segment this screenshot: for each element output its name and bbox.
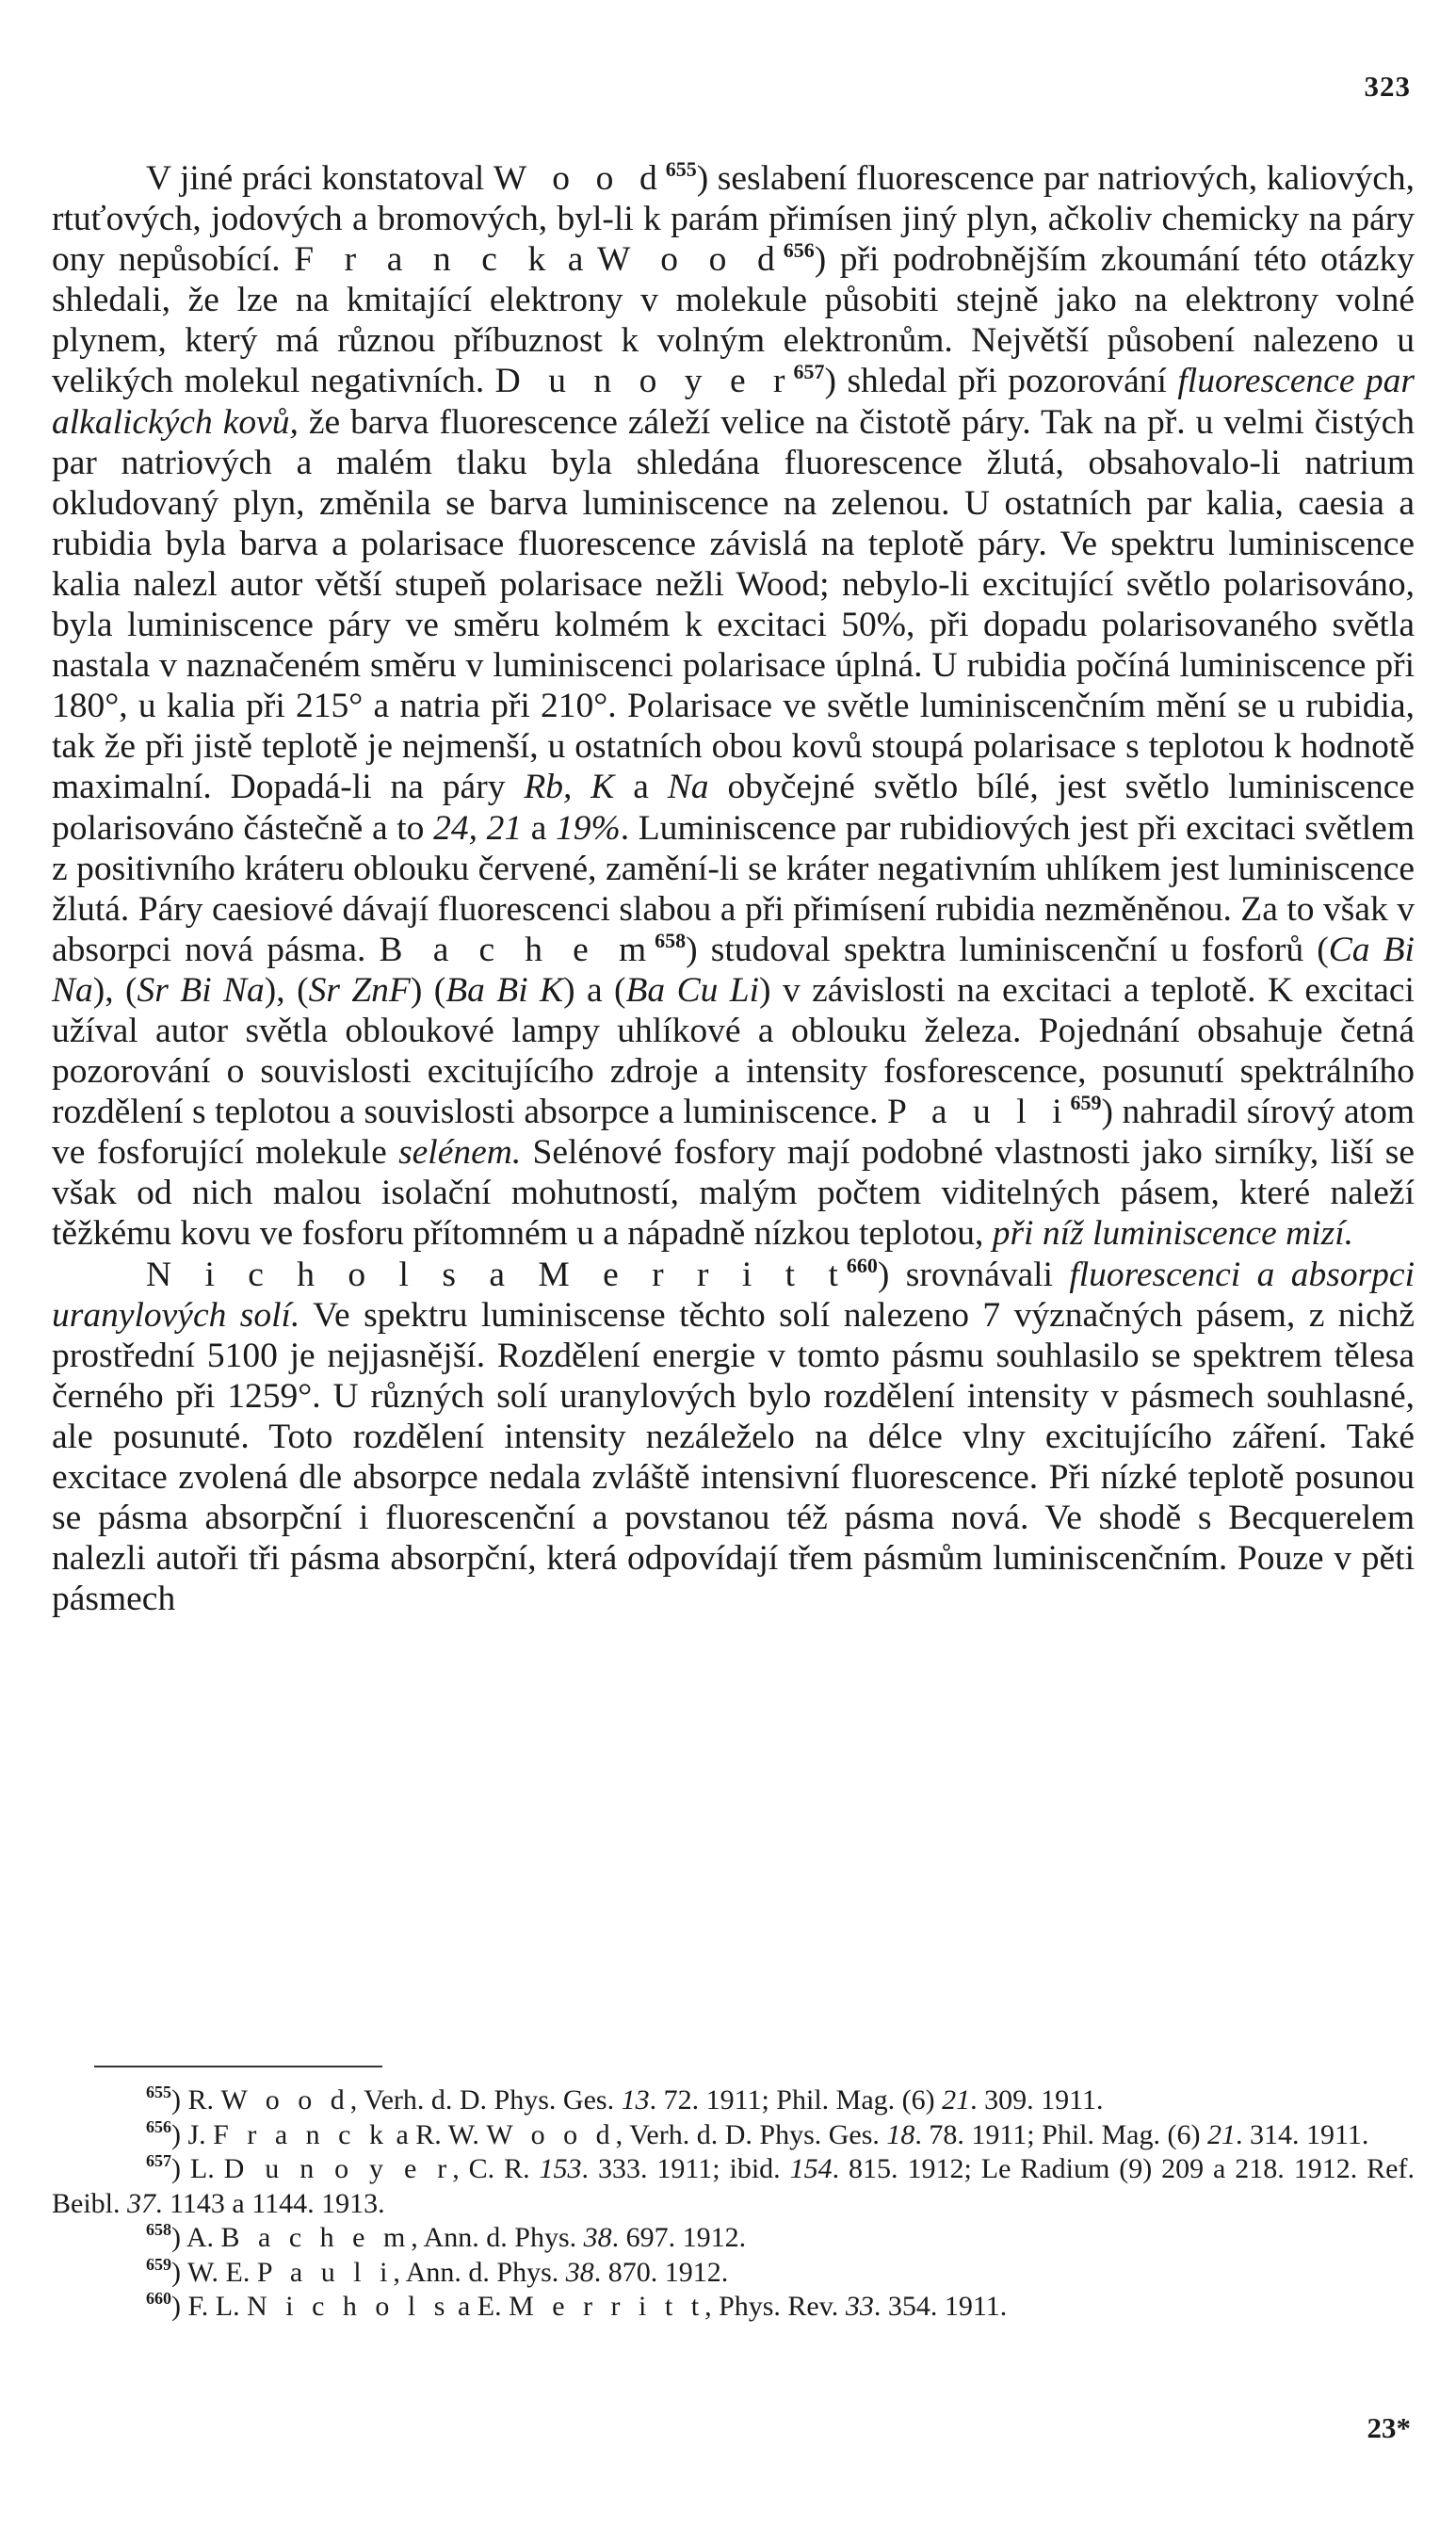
fn-author: P a u l i (256, 2256, 394, 2288)
fn-text: . 333. 1911; ibid. (581, 2153, 790, 2184)
fn-text: , Ann. d. Phys. (411, 2222, 584, 2253)
fn-text: . 78. 1911; Phil. Mag. (6) (914, 2118, 1207, 2150)
footnote-ref: 656 (783, 238, 815, 263)
italic-formula: Ba Bi K (445, 970, 564, 1010)
fn-text: , Ann. d. Phys. (393, 2256, 566, 2288)
fn-volume: 37 (127, 2187, 155, 2219)
italic-number: 19% (556, 808, 621, 848)
fn-author: W o o d (220, 2084, 350, 2116)
text-span: ) nahradil sírový atom ve fosforující molekule (52, 1093, 1415, 1173)
footnote (52, 2152, 1415, 2221)
italic-number: 24, 21 (433, 808, 523, 848)
fn-volume: 21 (942, 2084, 971, 2116)
fn-volume: 153 (539, 2153, 582, 2184)
fn-text: , C. R. (452, 2153, 540, 2184)
paragraph-1 (52, 158, 1415, 1255)
text-span: a (522, 808, 556, 848)
fn-text: , Verh. d. D. Phys. Ges. (615, 2118, 887, 2150)
footnote-ref: 658 (655, 928, 687, 952)
fn-text: ) W. E. (171, 2256, 257, 2288)
footnote-mark: 657 (146, 2151, 171, 2170)
fn-text: . 309. 1911. (970, 2084, 1104, 2116)
text-span: ) v závislosti na excitaci a teplotě. K excitaci užíval autor světla obloukové lampy uhlíkové a oblouku železa. Pojednání obsahuje četná pozorování o souvislosti excitujícího zdroje a intensity fosforescence, posunutí spektrálního rozdělení s teplotou a souvislosti absorpce a luminiscence. (52, 970, 1415, 1132)
fn-volume: 21 (1206, 2118, 1236, 2150)
footnote (52, 2290, 1415, 2325)
text-span: ) a ( (563, 970, 626, 1010)
fn-text: . 354. 1911. (873, 2291, 1008, 2322)
footnote (52, 2256, 1415, 2291)
fn-text: ) J. (171, 2118, 214, 2150)
italic-formula: Ba Cu Li (625, 970, 760, 1010)
fn-text: . 72. 1911; Phil. Mag. (6) (649, 2084, 943, 2116)
fn-text: ) A. (171, 2222, 221, 2253)
text-span: ) studoval spektra luminiscenční u fosforů ( (686, 930, 1329, 969)
italic-formula: Sr ZnF (308, 970, 411, 1010)
author-name: W o o d (493, 159, 666, 198)
text-span: a (614, 768, 668, 807)
fn-text: , Phys. Rev. (704, 2291, 846, 2322)
fn-text: . 870. 1912. (593, 2256, 729, 2288)
italic-topic: fluorescence par alkalických kovů, (52, 362, 1415, 442)
author-name: N i c h o l s a M e r r i t t (146, 1255, 847, 1294)
fn-author: N i c h o l s (247, 2291, 451, 2322)
fn-volume: 18 (886, 2118, 915, 2150)
italic-topic: fluorescenci a absorpci uranylových solí. (52, 1255, 1415, 1335)
footnote-separator (94, 2066, 382, 2067)
text-span: ) seslabení fluorescence par natriových, kaliových, rtuťových, jodových a bromových, byl-li k parám přimísen jiný plyn, ačkoliv chemicky na páry ony nepůsobící. (52, 159, 1416, 280)
fn-text: . 697. 1912. (611, 2222, 747, 2253)
footnotes (52, 2083, 1415, 2325)
text-span: že barva fluorescence záleží velice na čistotě páry. Tak na př. u velmi čistých par natriových a malém tlaku byla shledána fluorescence žlutá, obsahovalo-li natrium okludovaný plyn, změnila se barva luminiscence na zelenou. U ostatních par kalia, caesia a rubidia byla barva a polarisace fluorescence závislá na teplotě páry. Ve spektru luminiscence kalia nalezl autor větší stupeň polarisace nežli Wood; nebylo-li excitující světlo polarisováno, byla luminiscence páry ve směru kolmém k excitaci 50%, při dopadu polarisovaného světla nastala v naznačeném směru v luminiscenci polarisace úplná. U rubidia počíná luminiscence při 180°, u kalia při 215° a natria při 210°. Polarisace ve světle luminiscenčním mění se u rubidia, tak že při jistě teplotě je nejmenší, u ostatních obou kovů stoupá polarisace s teplotou k hodnotě maximalní. Dopadá-li na páry (52, 402, 1415, 807)
fn-author: B a c h e m (220, 2222, 412, 2253)
fn-text: a R. W. (388, 2118, 487, 2150)
text-span: Selénové fosfory mají podobné vlastnosti jako sirníky, liší se však od nich malou isolační mohutností, malým počtem viditelných pásem, které naleží těžkému kovu ve fosforu přítomném u a nápadně nízkou teplotou, (52, 1133, 1415, 1254)
text-span: obyčejné světlo bílé, jest světlo luminiscence polarisováno částečně a to (52, 768, 1416, 848)
italic-topic: selénem. (398, 1133, 522, 1173)
italic-topic: při níž luminiscence mizí. (992, 1214, 1353, 1254)
fn-author: M e r r i t t (509, 2291, 705, 2322)
paragraph-2 (52, 1255, 1415, 1620)
fn-text: ) R. (171, 2084, 221, 2116)
italic-formula: Ca Bi Na (52, 930, 1415, 1010)
fn-volume: 13 (621, 2084, 650, 2116)
author-name: P a u l i (886, 1093, 1071, 1132)
text-span: ) při podrobnějším zkoumání této otázky shledali, že lze na kmitající elektrony v molekule působiti stejně jako na elektrony volné plynem, který má různou příbuznost k volným elektronům. Největší působení nalezeno u velikých molekul negativních. (52, 240, 1415, 401)
fn-text: , Verh. d. D. Phys. Ges. (349, 2084, 622, 2116)
footnote-mark: 659 (146, 2254, 171, 2274)
footnote (52, 2221, 1415, 2256)
footnote-mark: 658 (146, 2220, 171, 2239)
fn-author: D u n o y e r (223, 2153, 453, 2184)
fn-text: a E. (450, 2291, 510, 2322)
italic-symbol: Rb, K (524, 768, 615, 807)
text-span: V jiné práci konstatoval (146, 159, 493, 198)
text-span: ), ( (264, 970, 309, 1010)
body-text (52, 158, 1415, 1619)
text-span: ) shledal při pozorování (824, 362, 1178, 401)
signature-mark: 23* (1367, 2411, 1411, 2444)
fn-text: ) L. (171, 2153, 224, 2184)
fn-text: . 815. 1912; Le Radium (9) 209 a 218. 1912. Ref. Beibl. (52, 2153, 1415, 2219)
footnote-ref: 657 (793, 360, 825, 384)
page-number: 323 (1364, 70, 1411, 103)
footnote-mark: 655 (146, 2083, 171, 2101)
fn-text: . 314. 1911. (1235, 2118, 1369, 2150)
text-span: Ve spektru luminiscense těchto solí nalezeno 7 význačných pásem, z nichž prostřední 5100 je nejjasnější. Rozdělení energie v tomto pásmu souhlasilo se spektrem tělesa černého při 1259°. U různých solí uranylových bylo rozdělení intensity v pásmech souhlasné, ale posunuté. Toto rozdělení intensity nezáleželo na délce vlny excitujícího záření. Také excitace zvolená dle absorpce nedala zvláště intensivní fluorescence. Při nízké teplotě posunou se pásma absorpční i fluorescenční a povstanou též pásma nová. Ve shodě s Becquerelem nalezli autoři tři pásma absorpční, která odpovídají třem pásmům luminiscenčním. Pouze v pěti pásmech (52, 1295, 1415, 1619)
fn-author: F r a n c k (213, 2118, 389, 2150)
italic-formula: Sr Bi Na (137, 970, 265, 1010)
footnote-ref: 660 (846, 1253, 878, 1277)
italic-symbol: Na (667, 768, 709, 807)
author-name: W o o d (597, 240, 784, 280)
footnote-ref: 659 (1070, 1091, 1102, 1115)
author-name: D u n o y e r (494, 362, 794, 401)
fn-volume: 38 (583, 2222, 612, 2253)
footnote-mark: 660 (146, 2289, 171, 2308)
author-name: F r a n c k (294, 240, 555, 280)
text-span: ) ( (410, 970, 446, 1010)
text-span: . Luminiscence par rubidiových jest při excitaci světlem z positivního kráteru oblouku červené, zamění-li se kráter negativním uhlíkem jest luminiscence žlutá. Páry caesiové dávají fluorescenci slabou a při přimísení rubidia nezměněnou. Za to však v absorpci nová pásma. (52, 808, 1415, 969)
fn-volume: 38 (565, 2256, 594, 2288)
footnote (52, 2083, 1415, 2118)
fn-author: W o o d (486, 2118, 616, 2150)
text-span: a (554, 240, 598, 280)
fn-text: . 1143 a 1144. 1913. (155, 2187, 385, 2219)
footnote (52, 2118, 1415, 2153)
footnote-mark: 656 (146, 2116, 171, 2136)
text-span: ) srovnávali (877, 1255, 1070, 1294)
text-span: ), ( (92, 970, 138, 1010)
fn-volume: 154 (789, 2153, 833, 2184)
fn-text: ) F. L. (171, 2291, 248, 2322)
footnote-ref: 655 (665, 157, 697, 181)
author-name: B a c h e m (379, 930, 655, 969)
fn-volume: 33 (845, 2291, 874, 2322)
